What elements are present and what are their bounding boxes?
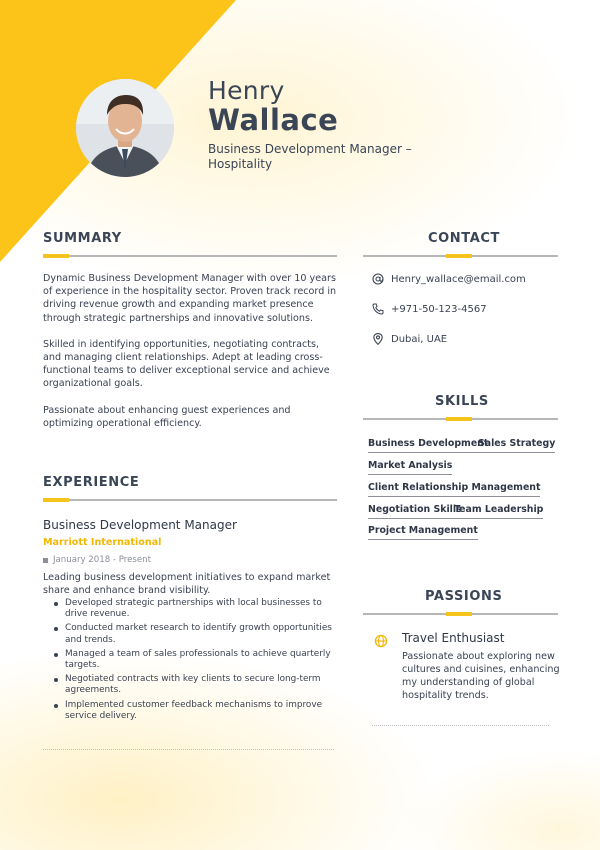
contact-phone[interactable] xyxy=(372,303,487,315)
contact-location xyxy=(372,333,447,345)
skill-tag: Business Development xyxy=(368,438,488,453)
job-title: Business Development Manager xyxy=(43,518,237,532)
summary-divider xyxy=(43,255,337,257)
skill-tag: Client Relationship Management xyxy=(368,482,540,497)
skill-tag: Team Leadership xyxy=(454,504,543,519)
contact-accent-bar xyxy=(446,254,472,258)
summary-paragraph: Passionate about enhancing guest experiences and optimizing operational efficiency. xyxy=(43,404,291,429)
experience-divider xyxy=(43,499,337,501)
list-item: Negotiated contracts with key clients to secure long-term agreements. xyxy=(52,674,342,696)
list-item: Managed a team of sales professionals to achieve quarterly targets. xyxy=(52,649,342,671)
passion-description: Passionate about exploring new cultures and cuisines, enhancing my understanding of global hospitality trends. xyxy=(402,651,560,701)
contact-email[interactable] xyxy=(372,273,526,285)
passions-accent-bar xyxy=(446,612,472,616)
first-name: Henry xyxy=(208,76,285,105)
contact-phone-text: +971-50-123-4567 xyxy=(391,303,487,315)
passion-title: Travel Enthusiast xyxy=(402,631,505,645)
list-item: Implemented customer feedback mechanisms to improve service delivery. xyxy=(52,700,342,722)
location-pin-icon xyxy=(372,333,384,345)
job-dates xyxy=(43,555,151,565)
list-item: Conducted market research to identify growth opportunities and trends. xyxy=(52,623,342,645)
globe-icon xyxy=(374,633,388,647)
passions-end-divider xyxy=(372,725,549,726)
skill-tag: Negotiation Skills xyxy=(368,504,462,519)
summary-paragraph: Skilled in identifying opportunities, negotiating contracts, and managing client relationships. Adept at leading cross-functional teams to deliver exceptional service and achieve organizational goals. xyxy=(43,338,330,390)
list-item: Developed strategic partnerships with local businesses to drive revenue. xyxy=(52,598,342,620)
experience-heading: EXPERIENCE xyxy=(43,475,140,490)
contact-email-text: Henry_wallace@email.com xyxy=(391,273,526,285)
profile-photo xyxy=(76,79,174,177)
last-name: Wallace xyxy=(208,103,339,137)
skills-accent-bar xyxy=(446,417,472,421)
company-name: Marriott International xyxy=(43,537,162,548)
summary-heading: SUMMARY xyxy=(43,231,122,246)
job-achievements-list xyxy=(52,598,342,725)
experience-accent-bar xyxy=(43,498,69,502)
phone-icon xyxy=(372,303,384,315)
calendar-icon xyxy=(43,558,48,563)
skill-tag: Sales Strategy xyxy=(478,438,555,453)
summary-body xyxy=(43,272,338,430)
job-description: Leading business development initiatives to expand market share and enhance brand visibility. xyxy=(43,572,331,596)
summary-paragraph: Dynamic Business Development Manager with over 10 years of experience in the hospitality sector. Proven track record in driving revenue growth and expanding market presence through strategic partnerships and innovative solutions. xyxy=(43,273,337,324)
experience-end-divider xyxy=(43,749,334,750)
skill-tag: Project Management xyxy=(368,525,478,540)
job-title-headline: Business Development Manager – Hospitality xyxy=(208,142,412,171)
contact-heading: CONTACT xyxy=(428,231,500,246)
skill-tag: Market Analysis xyxy=(368,460,452,475)
job-dates-text: January 2018 - Present xyxy=(53,555,151,565)
contact-location-text: Dubai, UAE xyxy=(391,333,448,345)
at-icon xyxy=(372,273,384,285)
summary-accent-bar xyxy=(43,254,69,258)
skills-heading: SKILLS xyxy=(435,394,489,409)
passions-heading: PASSIONS xyxy=(425,589,503,604)
